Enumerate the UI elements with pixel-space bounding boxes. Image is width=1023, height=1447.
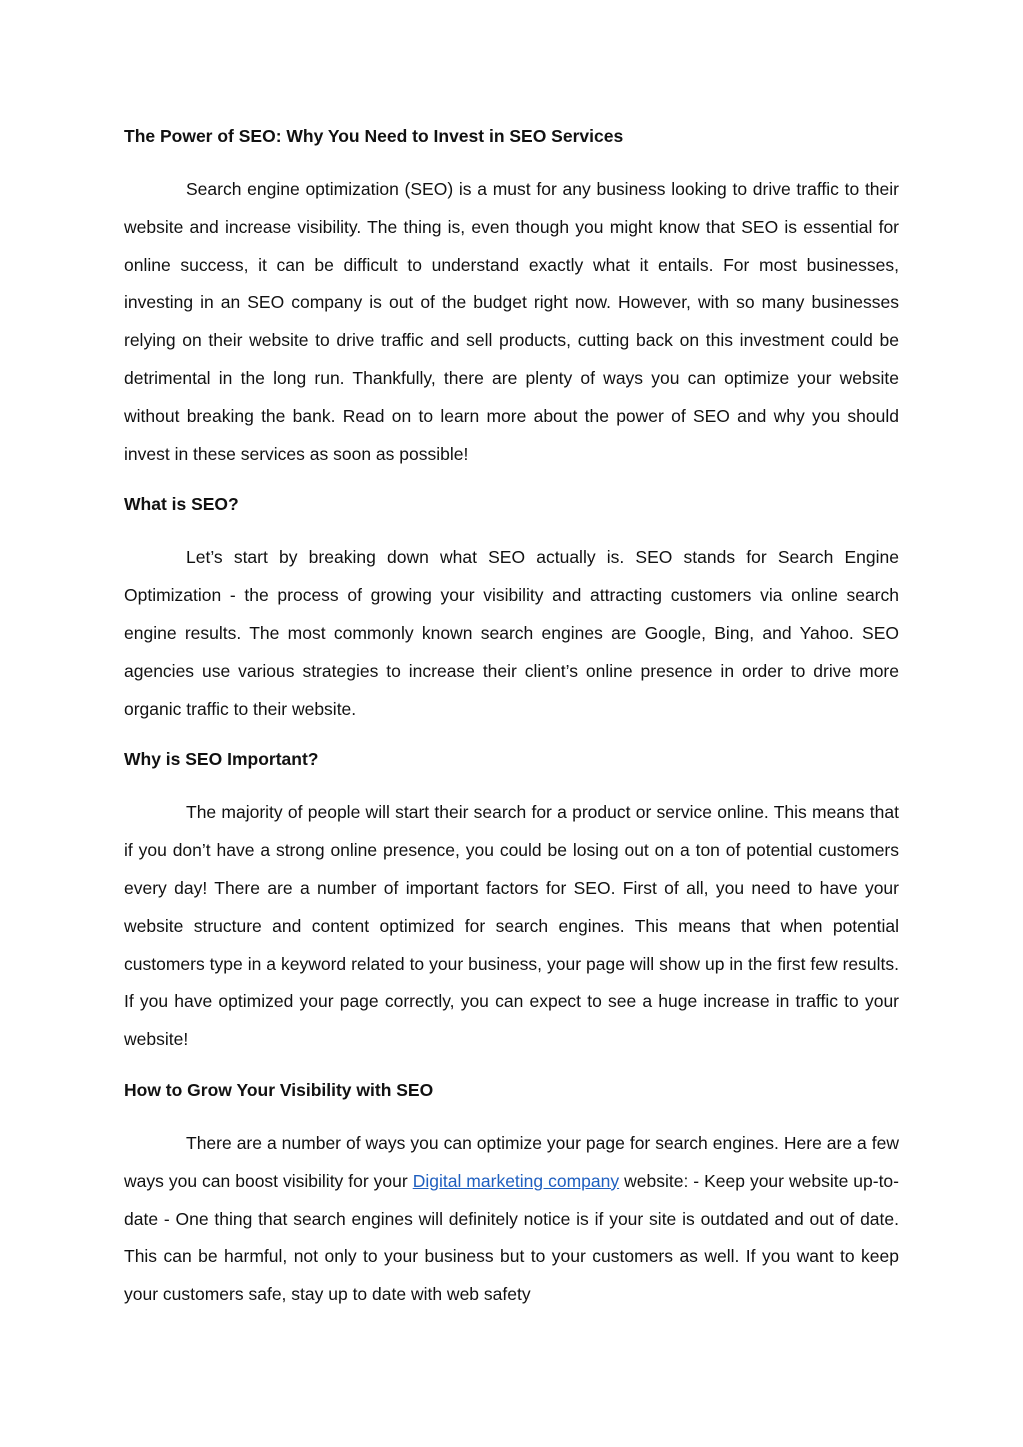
document-title: The Power of SEO: Why You Need to Invest in SEO Services: [124, 126, 624, 146]
paragraph-text-before-link: There are a number of ways you can optimize your page for search engines. Here are a few ways you can boost visibility for your: [124, 1132, 899, 1191]
section-paragraph-grow-visibility: [124, 1125, 899, 1314]
intro-paragraph: Search engine optimization (SEO) is a must for any business looking to drive traffic to their website and increase visibility. The thing is, even though you might know that SEO is essential for online success, it can be difficult to understand exactly what it entails. For most businesses, investing in an SEO company is out of the budget right now. However, with so many businesses relying on their website to drive traffic and sell products, cutting back on this investment could be detrimental in the long run. Thankfully, there are plenty of ways you can optimize your website without breaking the bank. Read on to learn more about the power of SEO and why you should invest in these services as soon as possible!: [124, 179, 899, 464]
section-paragraph-why-seo-important: The majority of people will start their search for a product or service online. This means that if you don’t have a strong online presence, you could be losing out on a ton of potential customers every day! There are a number of important factors for SEO. First of all, you need to have your website structure and content optimized for search engines. This means that when potential customers type in a keyword related to your business, your page will show up in the first few results. If you have optimized your page correctly, you can expect to see a huge increase in traffic to your website!: [124, 802, 899, 1050]
section-paragraph-what-is-seo: Let’s start by breaking down what SEO actually is. SEO stands for Search Engine Optimization - the process of growing your visibility and attracting customers via online search engine results. The most commonly known search engines are Google, Bing, and Yahoo. SEO agencies use various strategies to increase their client’s online presence in order to drive more organic traffic to their website.: [124, 547, 899, 719]
paragraph-text-after-link: website: - Keep your website up-to-date - One thing that search engines will definitely notice is if your site is outdated and out of date. This can be harmful, not only to your business but to your customers as well. If you want to keep your customers safe, stay up to date with web safety: [124, 1170, 899, 1305]
digital-marketing-company-link[interactable]: Digital marketing company: [412, 1170, 620, 1191]
section-heading-grow-visibility: How to Grow Your Visibility with SEO: [124, 1079, 434, 1100]
section-heading-why-seo-important: Why is SEO Important?: [124, 749, 319, 770]
document-body: [124, 119, 899, 1314]
section-heading-what-is-seo: What is SEO?: [124, 494, 239, 515]
